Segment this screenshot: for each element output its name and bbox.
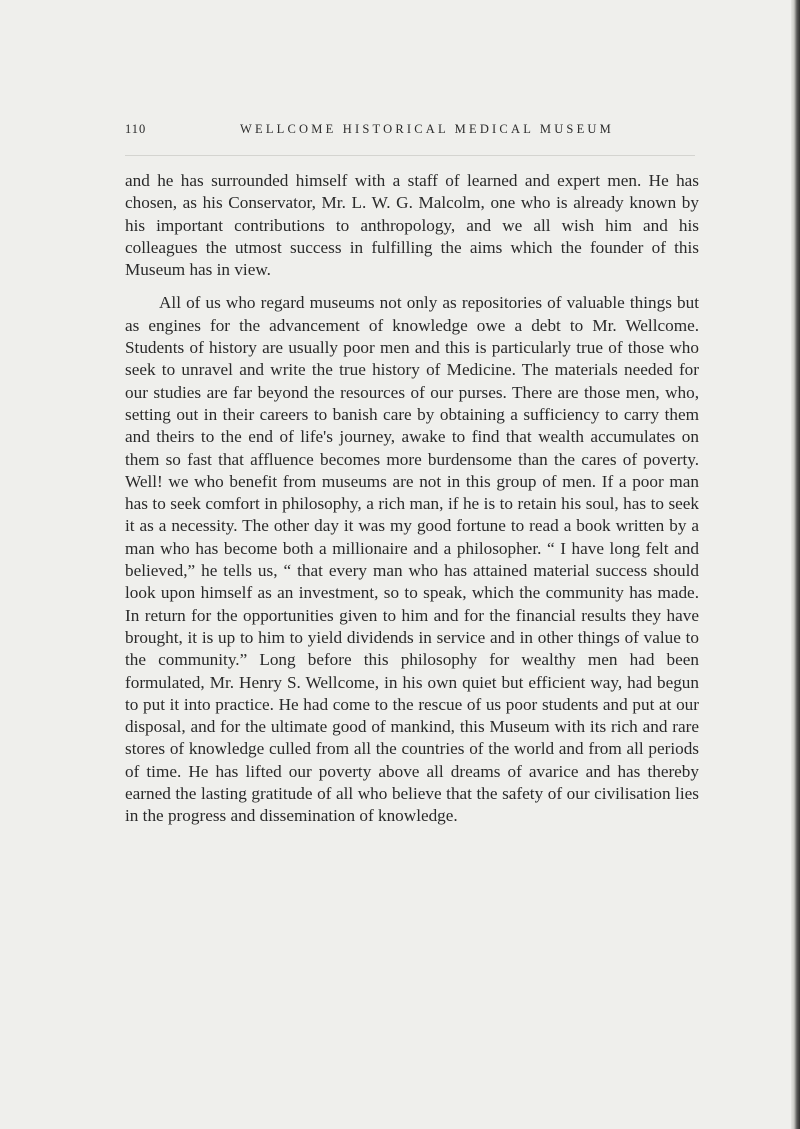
running-head [125,122,695,142]
paragraph: and he has surrounded himself with a staff of learned and expert men. He has chosen, as his Conservator, Mr. L. W. G. Malcolm, one who is already known by his important contributions to anthropology, and we all wish him and his colleagues the utmost success in fulfilling the aims which the founder of this Museum has in view. [125,171,699,280]
page-edge-shadow [791,0,800,1129]
page-number: 110 [125,122,147,136]
body-text [125,170,699,828]
header-rule [125,155,695,156]
running-head-title: WELLCOME HISTORICAL MEDICAL MUSEUM [240,122,614,136]
paragraph: All of us who regard museums not only as repositories of valuable things but as engines for the advancement of knowledge owe a debt to Mr. Wellcome. Students of history are usually poor men and this is particularly true of those who seek to unravel and write the true history of Medicine. The materials needed for our studies are far beyond the resources of our purses. There are those men, who, setting out in their careers to banish care by obtaining a sufficiency to carry them and theirs to the end of life's journey, awake to find that wealth accumulates on them so fast that affluence becomes more burdensome than the cares of poverty. Well! we who benefit from museums are not in this group of men. If a poor man has to seek comfort in philosophy, a rich man, if he is to retain his soul, has to seek it as a necessity. The other day it was my good fortune to read a book written by a man who has become both a millionaire and a philosopher. “ I have long felt and believed,” he tells us, “ that every man who has attained material success should look upon himself as an investment, so to speak, which the community has made. In return for the opportunities given to him and for the financial results they have brought, it is up to him to yield dividends in service and in other things of value to the community.” Long before this philosophy for wealthy men had been formulated, Mr. Henry S. Wellcome, in his own quiet but efficient way, had begun to put it into practice. He had come to the rescue of us poor students and put at our disposal, and for the ultimate good of mankind, this Museum with its rich and rare stores of knowledge culled from all the countries of the world and from all periods of time. He has lifted our poverty above all dreams of avarice and has thereby earned the lasting gratitude of all who believe that the safety of our civilisation lies in the progress and dissemination of knowledge. [125,293,699,826]
